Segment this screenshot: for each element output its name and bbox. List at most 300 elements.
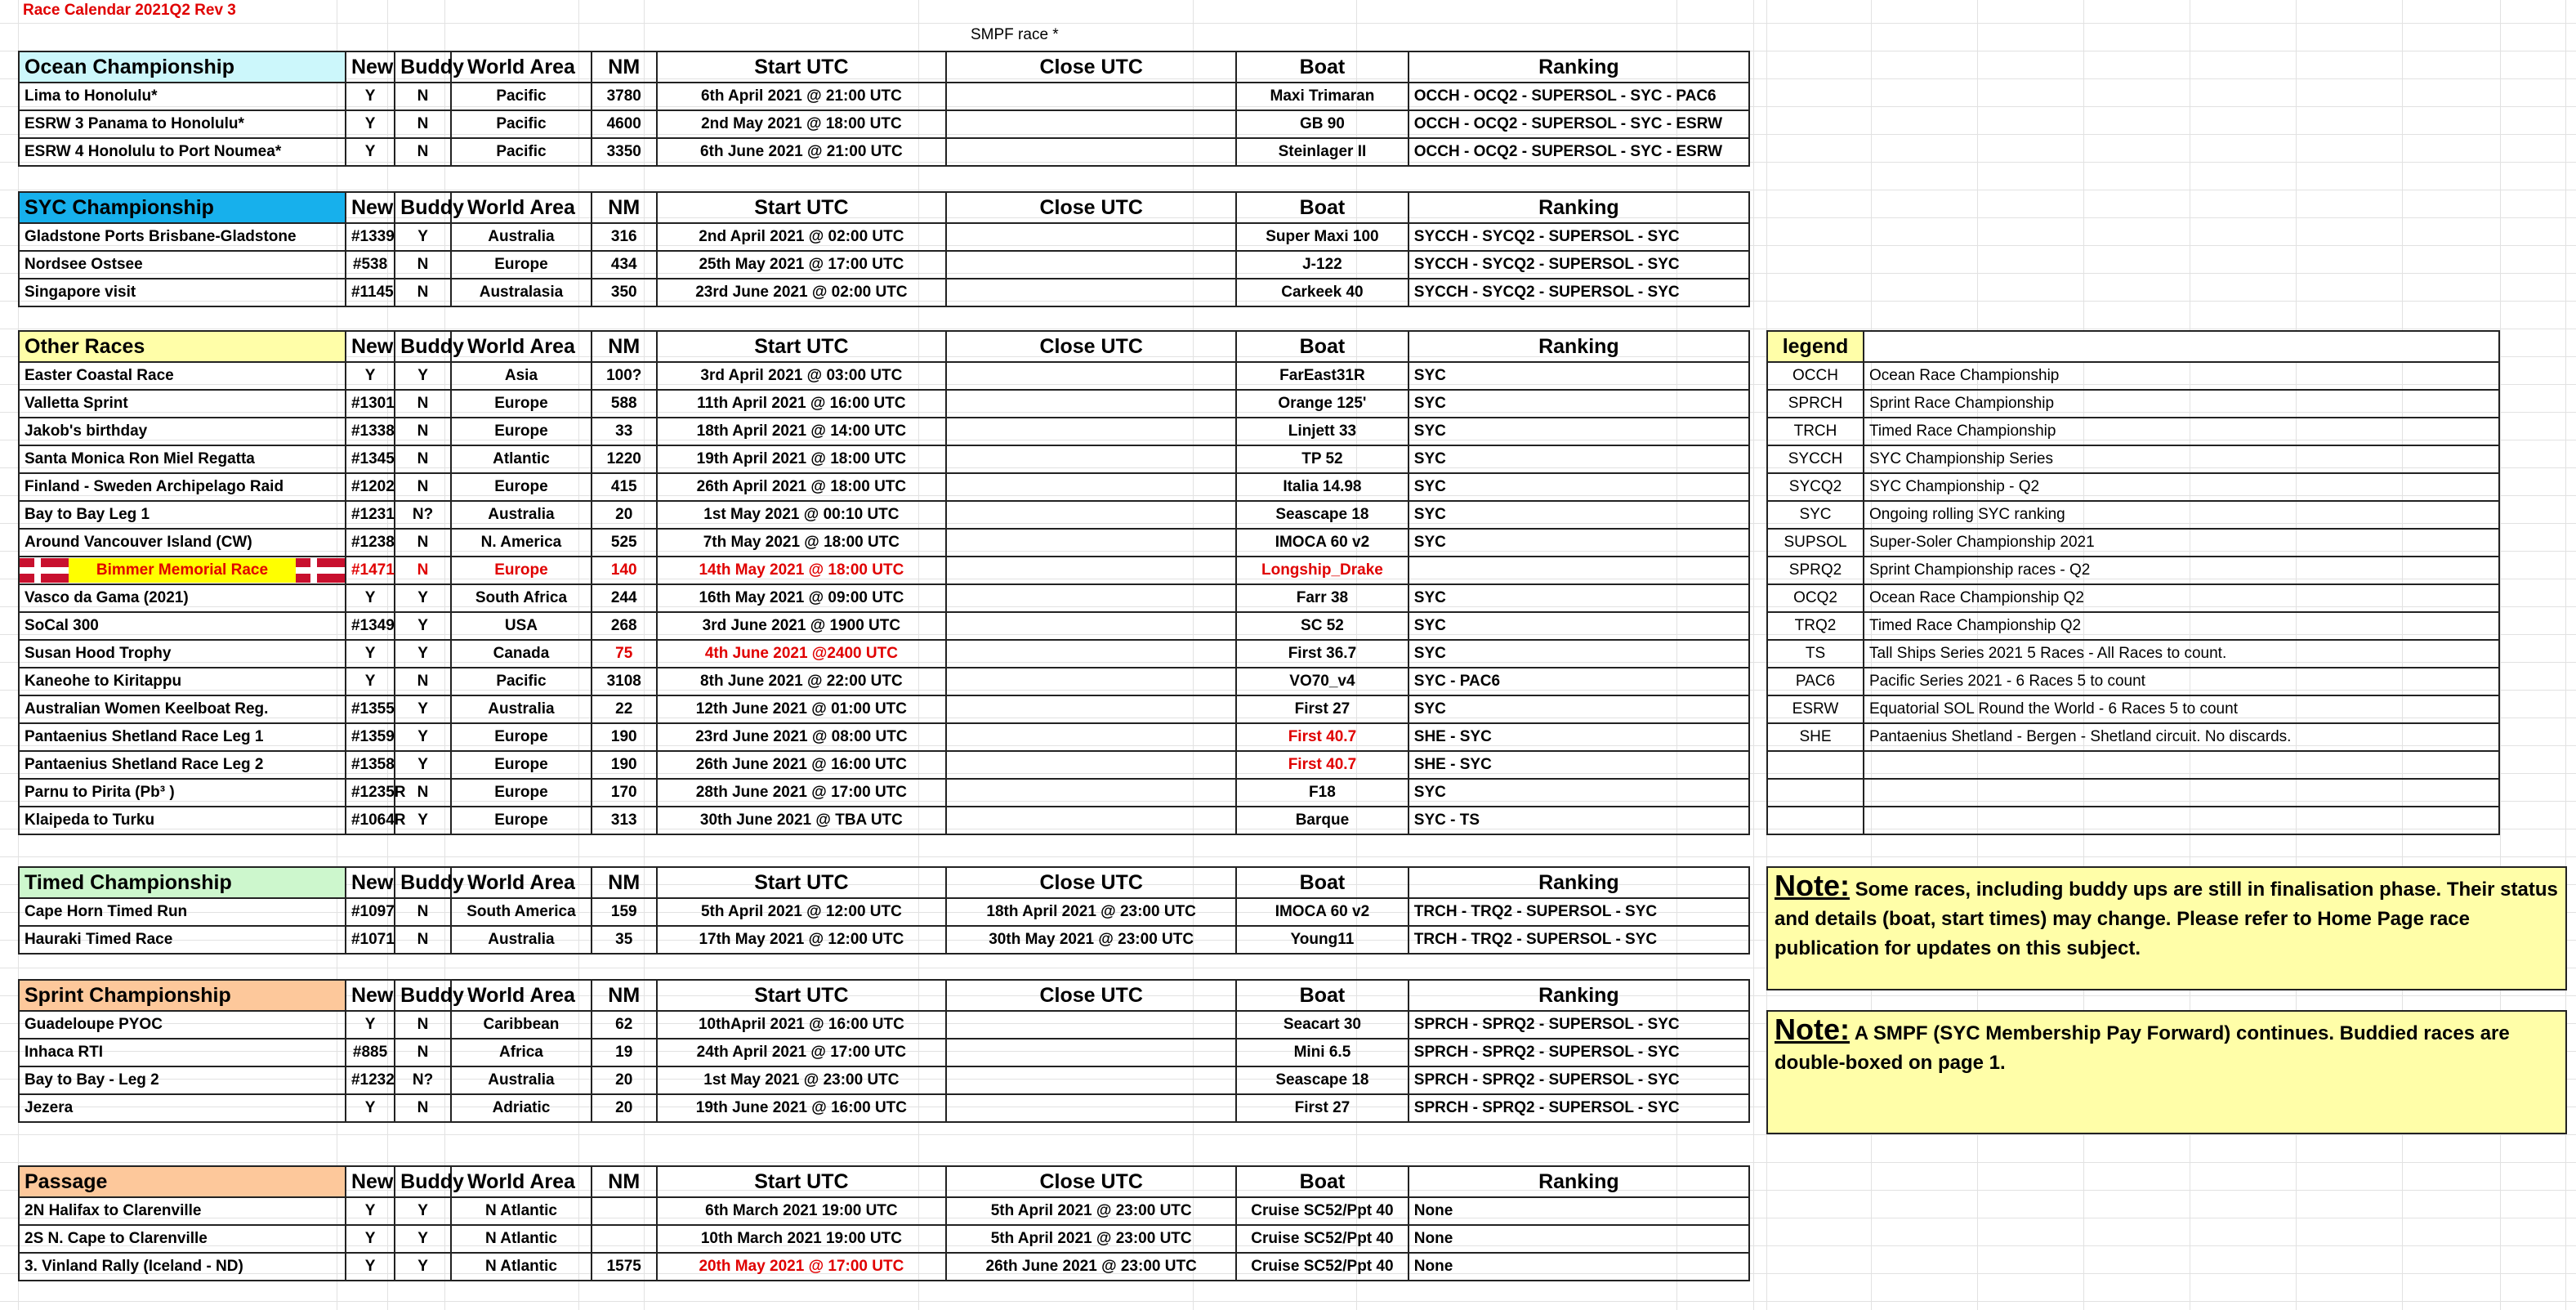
legend-row	[1767, 362, 2499, 390]
cell-boat: Carkeek 40	[1236, 279, 1409, 306]
cell-area: Adriatic	[451, 1094, 592, 1122]
race-row	[19, 1094, 1749, 1122]
cell-area: Europe	[451, 473, 592, 501]
cell-start: 28th June 2021 @ 17:00 UTC	[657, 779, 947, 807]
col-header-close: Close UTC	[946, 1166, 1236, 1197]
cell-boat: F18	[1236, 779, 1409, 807]
cell-rank: SYC	[1409, 473, 1749, 501]
legend-empty-cell	[1864, 779, 2499, 807]
legend-code: TRQ2	[1767, 612, 1864, 640]
legend-empty-cell	[1767, 751, 1864, 779]
cell-close	[946, 557, 1236, 584]
cell-new: Y	[346, 668, 395, 695]
cell-rank: SYC	[1409, 445, 1749, 473]
cell-boat: Cruise SC52/Ppt 40	[1236, 1225, 1409, 1253]
cell-start: 7th May 2021 @ 18:00 UTC	[657, 529, 947, 557]
grid-line	[1753, 0, 1754, 1310]
race-row	[19, 926, 1749, 954]
col-header-close: Close UTC	[946, 192, 1236, 223]
cell-boat: Steinlager II	[1236, 138, 1409, 166]
cell-area: Europe	[451, 779, 592, 807]
cell-name: Pantaenius Shetland Race Leg 2	[19, 751, 346, 779]
cell-area: Australia	[451, 501, 592, 529]
cell-buddy: N	[395, 557, 451, 584]
col-header-boat: Boat	[1236, 51, 1409, 83]
cell-start: 10th March 2021 19:00 UTC	[657, 1225, 947, 1253]
cell-name: Finland - Sweden Archipelago Raid	[19, 473, 346, 501]
cell-name: Hauraki Timed Race	[19, 926, 346, 954]
cell-start: 4th June 2021 @2400 UTC	[657, 640, 947, 668]
cell-new: #1238	[346, 529, 395, 557]
cell-new: #1235R	[346, 779, 395, 807]
legend-empty-row	[1767, 807, 2499, 834]
cell-rank: SYC - TS	[1409, 807, 1749, 834]
cell-new: Y	[346, 1197, 395, 1225]
cell-nm: 434	[592, 251, 657, 279]
col-header-start: Start UTC	[657, 980, 947, 1011]
col-header-boat: Boat	[1236, 192, 1409, 223]
col-header-ranking: Ranking	[1409, 867, 1749, 898]
cell-boat: VO70_v4	[1236, 668, 1409, 695]
col-header-nm: NM	[592, 1166, 657, 1197]
cell-rank: SYCCH - SYCQ2 - SUPERSOL - SYC	[1409, 223, 1749, 251]
cell-buddy: N?	[395, 501, 451, 529]
race-row	[19, 584, 1749, 612]
legend-row	[1767, 445, 2499, 473]
bimmer-label: Bimmer Memorial Race	[69, 558, 296, 583]
race-row	[19, 223, 1749, 251]
cell-boat: Italia 14.98	[1236, 473, 1409, 501]
cell-area: N Atlantic	[451, 1197, 592, 1225]
cell-nm: 62	[592, 1011, 657, 1039]
cell-close: 26th June 2021 @ 23:00 UTC	[946, 1253, 1236, 1281]
legend-desc: Ocean Race Championship	[1864, 362, 2499, 390]
cell-rank: SYCCH - SYCQ2 - SUPERSOL - SYC	[1409, 279, 1749, 306]
col-header-close: Close UTC	[946, 980, 1236, 1011]
syc-championship-table	[18, 191, 1750, 307]
cell-name	[19, 557, 346, 584]
cell-start: 16th May 2021 @ 09:00 UTC	[657, 584, 947, 612]
section-title: Passage	[19, 1166, 346, 1197]
cell-rank: SYCCH - SYCQ2 - SUPERSOL - SYC	[1409, 251, 1749, 279]
cell-boat: Seascape 18	[1236, 501, 1409, 529]
cell-name: 2S N. Cape to Clarenville	[19, 1225, 346, 1253]
race-row	[19, 1225, 1749, 1253]
cell-rank: SYC	[1409, 612, 1749, 640]
cell-new: #1145	[346, 279, 395, 306]
cell-name: Cape Horn Timed Run	[19, 898, 346, 926]
cell-close	[946, 584, 1236, 612]
cell-buddy: Y	[395, 584, 451, 612]
race-row	[19, 1253, 1749, 1281]
cell-new: #1231	[346, 501, 395, 529]
col-header-start: Start UTC	[657, 51, 947, 83]
cell-boat: Farr 38	[1236, 584, 1409, 612]
cell-rank: SHE - SYC	[1409, 751, 1749, 779]
col-header-close: Close UTC	[946, 331, 1236, 362]
cell-buddy: N	[395, 668, 451, 695]
col-header-buddy: Buddy	[395, 980, 451, 1011]
cell-start: 23rd June 2021 @ 08:00 UTC	[657, 723, 947, 751]
col-header-buddy: Buddy	[395, 192, 451, 223]
cell-new: #1359	[346, 723, 395, 751]
legend-desc: Sprint Championship races - Q2	[1864, 557, 2499, 584]
cell-buddy: N	[395, 110, 451, 138]
col-header-ranking: Ranking	[1409, 331, 1749, 362]
cell-boat: Longship_Drake	[1236, 557, 1409, 584]
denmark-flag-icon	[296, 558, 345, 583]
legend-code: TRCH	[1767, 418, 1864, 445]
cell-area: Australia	[451, 926, 592, 954]
cell-nm: 3108	[592, 668, 657, 695]
cell-buddy: Y	[395, 1253, 451, 1281]
cell-close	[946, 473, 1236, 501]
cell-buddy: N	[395, 1094, 451, 1122]
cell-buddy: N	[395, 418, 451, 445]
cell-rank: SPRCH - SPRQ2 - SUPERSOL - SYC	[1409, 1039, 1749, 1066]
cell-name: Jezera	[19, 1094, 346, 1122]
cell-rank: SPRCH - SPRQ2 - SUPERSOL - SYC	[1409, 1011, 1749, 1039]
cell-buddy: N	[395, 473, 451, 501]
cell-buddy: Y	[395, 223, 451, 251]
denmark-flag-icon	[20, 558, 69, 583]
cell-nm: 588	[592, 390, 657, 418]
note-finalisation	[1766, 866, 2567, 990]
cell-buddy: N	[395, 529, 451, 557]
cell-boat: SC 52	[1236, 612, 1409, 640]
cell-close	[946, 501, 1236, 529]
cell-rank: SYC	[1409, 779, 1749, 807]
cell-start: 8th June 2021 @ 22:00 UTC	[657, 668, 947, 695]
cell-rank: TRCH - TRQ2 - SUPERSOL - SYC	[1409, 926, 1749, 954]
legend-desc: SYC Championship Series	[1864, 445, 2499, 473]
cell-start: 26th April 2021 @ 18:00 UTC	[657, 473, 947, 501]
cell-nm: 170	[592, 779, 657, 807]
cell-boat: Maxi Trimaran	[1236, 83, 1409, 110]
cell-boat: GB 90	[1236, 110, 1409, 138]
cell-rank: SYC	[1409, 695, 1749, 723]
cell-new: #1202	[346, 473, 395, 501]
passage-table	[18, 1165, 1750, 1281]
cell-close	[946, 640, 1236, 668]
smpf-header: SMPF race *	[971, 26, 1059, 43]
cell-start: 18th April 2021 @ 14:00 UTC	[657, 418, 947, 445]
cell-name: Nordsee Ostsee	[19, 251, 346, 279]
race-row	[19, 612, 1749, 640]
cell-area: N Atlantic	[451, 1225, 592, 1253]
cell-new: #1349	[346, 612, 395, 640]
cell-area: Europe	[451, 723, 592, 751]
cell-rank: None	[1409, 1197, 1749, 1225]
cell-name: Inhaca RTI	[19, 1039, 346, 1066]
cell-new: Y	[346, 1094, 395, 1122]
cell-start: 6th March 2021 19:00 UTC	[657, 1197, 947, 1225]
cell-boat: Super Maxi 100	[1236, 223, 1409, 251]
cell-name: Parnu to Pirita (Pb³ )	[19, 779, 346, 807]
cell-boat: Linjett 33	[1236, 418, 1409, 445]
cell-new: Y	[346, 138, 395, 166]
cell-boat: IMOCA 60 v2	[1236, 898, 1409, 926]
cell-new: #885	[346, 1039, 395, 1066]
legend-desc: Ocean Race Championship Q2	[1864, 584, 2499, 612]
cell-nm: 1220	[592, 445, 657, 473]
cell-close	[946, 612, 1236, 640]
cell-buddy: N	[395, 138, 451, 166]
cell-nm: 35	[592, 926, 657, 954]
race-row	[19, 138, 1749, 166]
cell-new: #1071	[346, 926, 395, 954]
cell-nm: 33	[592, 418, 657, 445]
col-header-boat: Boat	[1236, 1166, 1409, 1197]
cell-area: Australasia	[451, 279, 592, 306]
col-header-new: New	[346, 331, 395, 362]
cell-buddy: Y	[395, 362, 451, 390]
grid-line	[0, 23, 2576, 24]
cell-close	[946, 751, 1236, 779]
cell-new: #1338	[346, 418, 395, 445]
col-header-start: Start UTC	[657, 192, 947, 223]
cell-start: 12th June 2021 @ 01:00 UTC	[657, 695, 947, 723]
cell-new: #1232	[346, 1066, 395, 1094]
cell-start: 23rd June 2021 @ 02:00 UTC	[657, 279, 947, 306]
cell-name: Jakob's birthday	[19, 418, 346, 445]
cell-close	[946, 807, 1236, 834]
cell-close	[946, 1039, 1236, 1066]
cell-close	[946, 279, 1236, 306]
cell-area: Europe	[451, 807, 592, 834]
cell-rank: SYC	[1409, 584, 1749, 612]
cell-name: Valletta Sprint	[19, 390, 346, 418]
cell-name: Santa Monica Ron Miel Regatta	[19, 445, 346, 473]
legend-row	[1767, 418, 2499, 445]
cell-boat: Seascape 18	[1236, 1066, 1409, 1094]
cell-buddy: Y	[395, 1197, 451, 1225]
cell-close	[946, 223, 1236, 251]
race-row	[19, 390, 1749, 418]
legend-table	[1766, 330, 2500, 835]
cell-boat: Young11	[1236, 926, 1409, 954]
cell-rank: SPRCH - SPRQ2 - SUPERSOL - SYC	[1409, 1066, 1749, 1094]
cell-buddy: Y	[395, 1225, 451, 1253]
cell-start: 26th June 2021 @ 16:00 UTC	[657, 751, 947, 779]
cell-rank: SHE - SYC	[1409, 723, 1749, 751]
col-header-new: New	[346, 51, 395, 83]
cell-boat: First 27	[1236, 695, 1409, 723]
cell-buddy: Y	[395, 640, 451, 668]
legend-empty-cell	[1864, 751, 2499, 779]
cell-nm: 350	[592, 279, 657, 306]
cell-name: Bay to Bay Leg 1	[19, 501, 346, 529]
cell-area: Europe	[451, 251, 592, 279]
race-row	[19, 557, 1749, 584]
cell-nm: 525	[592, 529, 657, 557]
legend-empty-row	[1767, 779, 2499, 807]
col-header-buddy: Buddy	[395, 1166, 451, 1197]
cell-close	[946, 138, 1236, 166]
col-header-boat: Boat	[1236, 980, 1409, 1011]
cell-new: Y	[346, 110, 395, 138]
cell-new: #1097	[346, 898, 395, 926]
cell-name: 3. Vinland Rally (Iceland - ND)	[19, 1253, 346, 1281]
cell-name: Bay to Bay - Leg 2	[19, 1066, 346, 1094]
cell-boat: Cruise SC52/Ppt 40	[1236, 1197, 1409, 1225]
col-header-world-area: World Area	[451, 192, 592, 223]
race-row	[19, 279, 1749, 306]
cell-boat: Seacart 30	[1236, 1011, 1409, 1039]
cell-start: 19th June 2021 @ 16:00 UTC	[657, 1094, 947, 1122]
cell-area: Pacific	[451, 138, 592, 166]
legend-row	[1767, 390, 2499, 418]
cell-name: Vasco da Gama (2021)	[19, 584, 346, 612]
race-row	[19, 668, 1749, 695]
cell-nm: 244	[592, 584, 657, 612]
cell-new: Y	[346, 362, 395, 390]
cell-name: Singapore visit	[19, 279, 346, 306]
legend-empty-cell	[1864, 807, 2499, 834]
cell-close	[946, 668, 1236, 695]
cell-rank: None	[1409, 1253, 1749, 1281]
cell-start: 6th June 2021 @ 21:00 UTC	[657, 138, 947, 166]
legend-code: SUPSOL	[1767, 529, 1864, 557]
note-heading: Note:	[1775, 869, 1850, 902]
legend-desc: Timed Race Championship Q2	[1864, 612, 2499, 640]
cell-close	[946, 362, 1236, 390]
cell-boat: FarEast31R	[1236, 362, 1409, 390]
cell-rank: OCCH - OCQ2 - SUPERSOL - SYC - ESRW	[1409, 110, 1749, 138]
cell-start: 10thApril 2021 @ 16:00 UTC	[657, 1011, 947, 1039]
col-header-nm: NM	[592, 331, 657, 362]
col-header-world-area: World Area	[451, 1166, 592, 1197]
cell-boat: First 27	[1236, 1094, 1409, 1122]
cell-new: #1471	[346, 557, 395, 584]
cell-start: 19th April 2021 @ 18:00 UTC	[657, 445, 947, 473]
cell-start: 5th April 2021 @ 12:00 UTC	[657, 898, 947, 926]
race-row	[19, 751, 1749, 779]
cell-new: #1358	[346, 751, 395, 779]
cell-close: 18th April 2021 @ 23:00 UTC	[946, 898, 1236, 926]
cell-start: 1st May 2021 @ 00:10 UTC	[657, 501, 947, 529]
col-header-new: New	[346, 980, 395, 1011]
cell-name: SoCal 300	[19, 612, 346, 640]
legend-row	[1767, 501, 2499, 529]
cell-new: Y	[346, 584, 395, 612]
cell-nm: 20	[592, 1094, 657, 1122]
col-header-close: Close UTC	[946, 867, 1236, 898]
cell-buddy: N	[395, 279, 451, 306]
cell-buddy: N	[395, 898, 451, 926]
other-races-table	[18, 330, 1750, 835]
cell-close	[946, 779, 1236, 807]
legend-code: SHE	[1767, 723, 1864, 751]
cell-rank: OCCH - OCQ2 - SUPERSOL - SYC - PAC6	[1409, 83, 1749, 110]
note-text: A SMPF (SYC Membership Pay Forward) continues. Buddied races are double-boxed on page 1.	[1775, 1022, 2510, 1074]
cell-name: Australian Women Keelboat Reg.	[19, 695, 346, 723]
legend-desc: Super-Soler Championship 2021	[1864, 529, 2499, 557]
cell-close	[946, 723, 1236, 751]
legend-header-empty	[1864, 331, 2499, 362]
legend-row	[1767, 668, 2499, 695]
cell-rank: TRCH - TRQ2 - SUPERSOL - SYC	[1409, 898, 1749, 926]
page-title: Race Calendar 2021Q2 Rev 3	[23, 2, 236, 19]
cell-start: 6th April 2021 @ 21:00 UTC	[657, 83, 947, 110]
cell-nm: 190	[592, 723, 657, 751]
cell-area: N. America	[451, 529, 592, 557]
cell-buddy: Y	[395, 751, 451, 779]
col-header-start: Start UTC	[657, 867, 947, 898]
cell-area: Asia	[451, 362, 592, 390]
cell-start: 11th April 2021 @ 16:00 UTC	[657, 390, 947, 418]
col-header-buddy: Buddy	[395, 867, 451, 898]
race-row	[19, 251, 1749, 279]
cell-start: 17th May 2021 @ 12:00 UTC	[657, 926, 947, 954]
legend-empty-cell	[1767, 807, 1864, 834]
cell-buddy: N	[395, 779, 451, 807]
cell-area: Pacific	[451, 110, 592, 138]
cell-close	[946, 418, 1236, 445]
legend-empty-cell	[1767, 779, 1864, 807]
cell-name: Pantaenius Shetland Race Leg 1	[19, 723, 346, 751]
col-header-new: New	[346, 867, 395, 898]
cell-nm: 100?	[592, 362, 657, 390]
cell-buddy: N	[395, 390, 451, 418]
cell-close	[946, 445, 1236, 473]
legend-code: SYCCH	[1767, 445, 1864, 473]
cell-name: Gladstone Ports Brisbane-Gladstone	[19, 223, 346, 251]
cell-area: Atlantic	[451, 445, 592, 473]
cell-start: 2nd May 2021 @ 18:00 UTC	[657, 110, 947, 138]
col-header-world-area: World Area	[451, 980, 592, 1011]
cell-start: 1st May 2021 @ 23:00 UTC	[657, 1066, 947, 1094]
legend-row	[1767, 529, 2499, 557]
legend-desc: Ongoing rolling SYC ranking	[1864, 501, 2499, 529]
cell-boat: First 40.7	[1236, 723, 1409, 751]
note-text: Some races, including buddy ups are still in finalisation phase. Their status and details (boat, start times) may change. Please refer to Home Page race publication for updates on this subject.	[1775, 879, 2558, 959]
cell-nm: 20	[592, 501, 657, 529]
cell-nm: 3780	[592, 83, 657, 110]
legend-title: legend	[1767, 331, 1864, 362]
col-header-world-area: World Area	[451, 867, 592, 898]
race-row	[19, 445, 1749, 473]
race-row	[19, 83, 1749, 110]
race-row	[19, 1011, 1749, 1039]
cell-area: Europe	[451, 557, 592, 584]
race-row	[19, 1066, 1749, 1094]
col-header-new: New	[346, 1166, 395, 1197]
cell-new: Y	[346, 1253, 395, 1281]
cell-start: 20th May 2021 @ 17:00 UTC	[657, 1253, 947, 1281]
cell-buddy: Y	[395, 612, 451, 640]
col-header-ranking: Ranking	[1409, 51, 1749, 83]
cell-buddy: N	[395, 251, 451, 279]
col-header-ranking: Ranking	[1409, 980, 1749, 1011]
cell-name: Kaneohe to Kiritappu	[19, 668, 346, 695]
cell-rank: SYC	[1409, 418, 1749, 445]
cell-boat: J-122	[1236, 251, 1409, 279]
cell-boat: TP 52	[1236, 445, 1409, 473]
col-header-nm: NM	[592, 192, 657, 223]
cell-area: N Atlantic	[451, 1253, 592, 1281]
cell-area: Caribbean	[451, 1011, 592, 1039]
cell-nm: 20	[592, 1066, 657, 1094]
col-header-ranking: Ranking	[1409, 192, 1749, 223]
cell-rank: SYC - PAC6	[1409, 668, 1749, 695]
legend-row	[1767, 695, 2499, 723]
cell-new: #1355	[346, 695, 395, 723]
col-header-boat: Boat	[1236, 867, 1409, 898]
legend-code: PAC6	[1767, 668, 1864, 695]
cell-close	[946, 390, 1236, 418]
cell-close	[946, 1094, 1236, 1122]
